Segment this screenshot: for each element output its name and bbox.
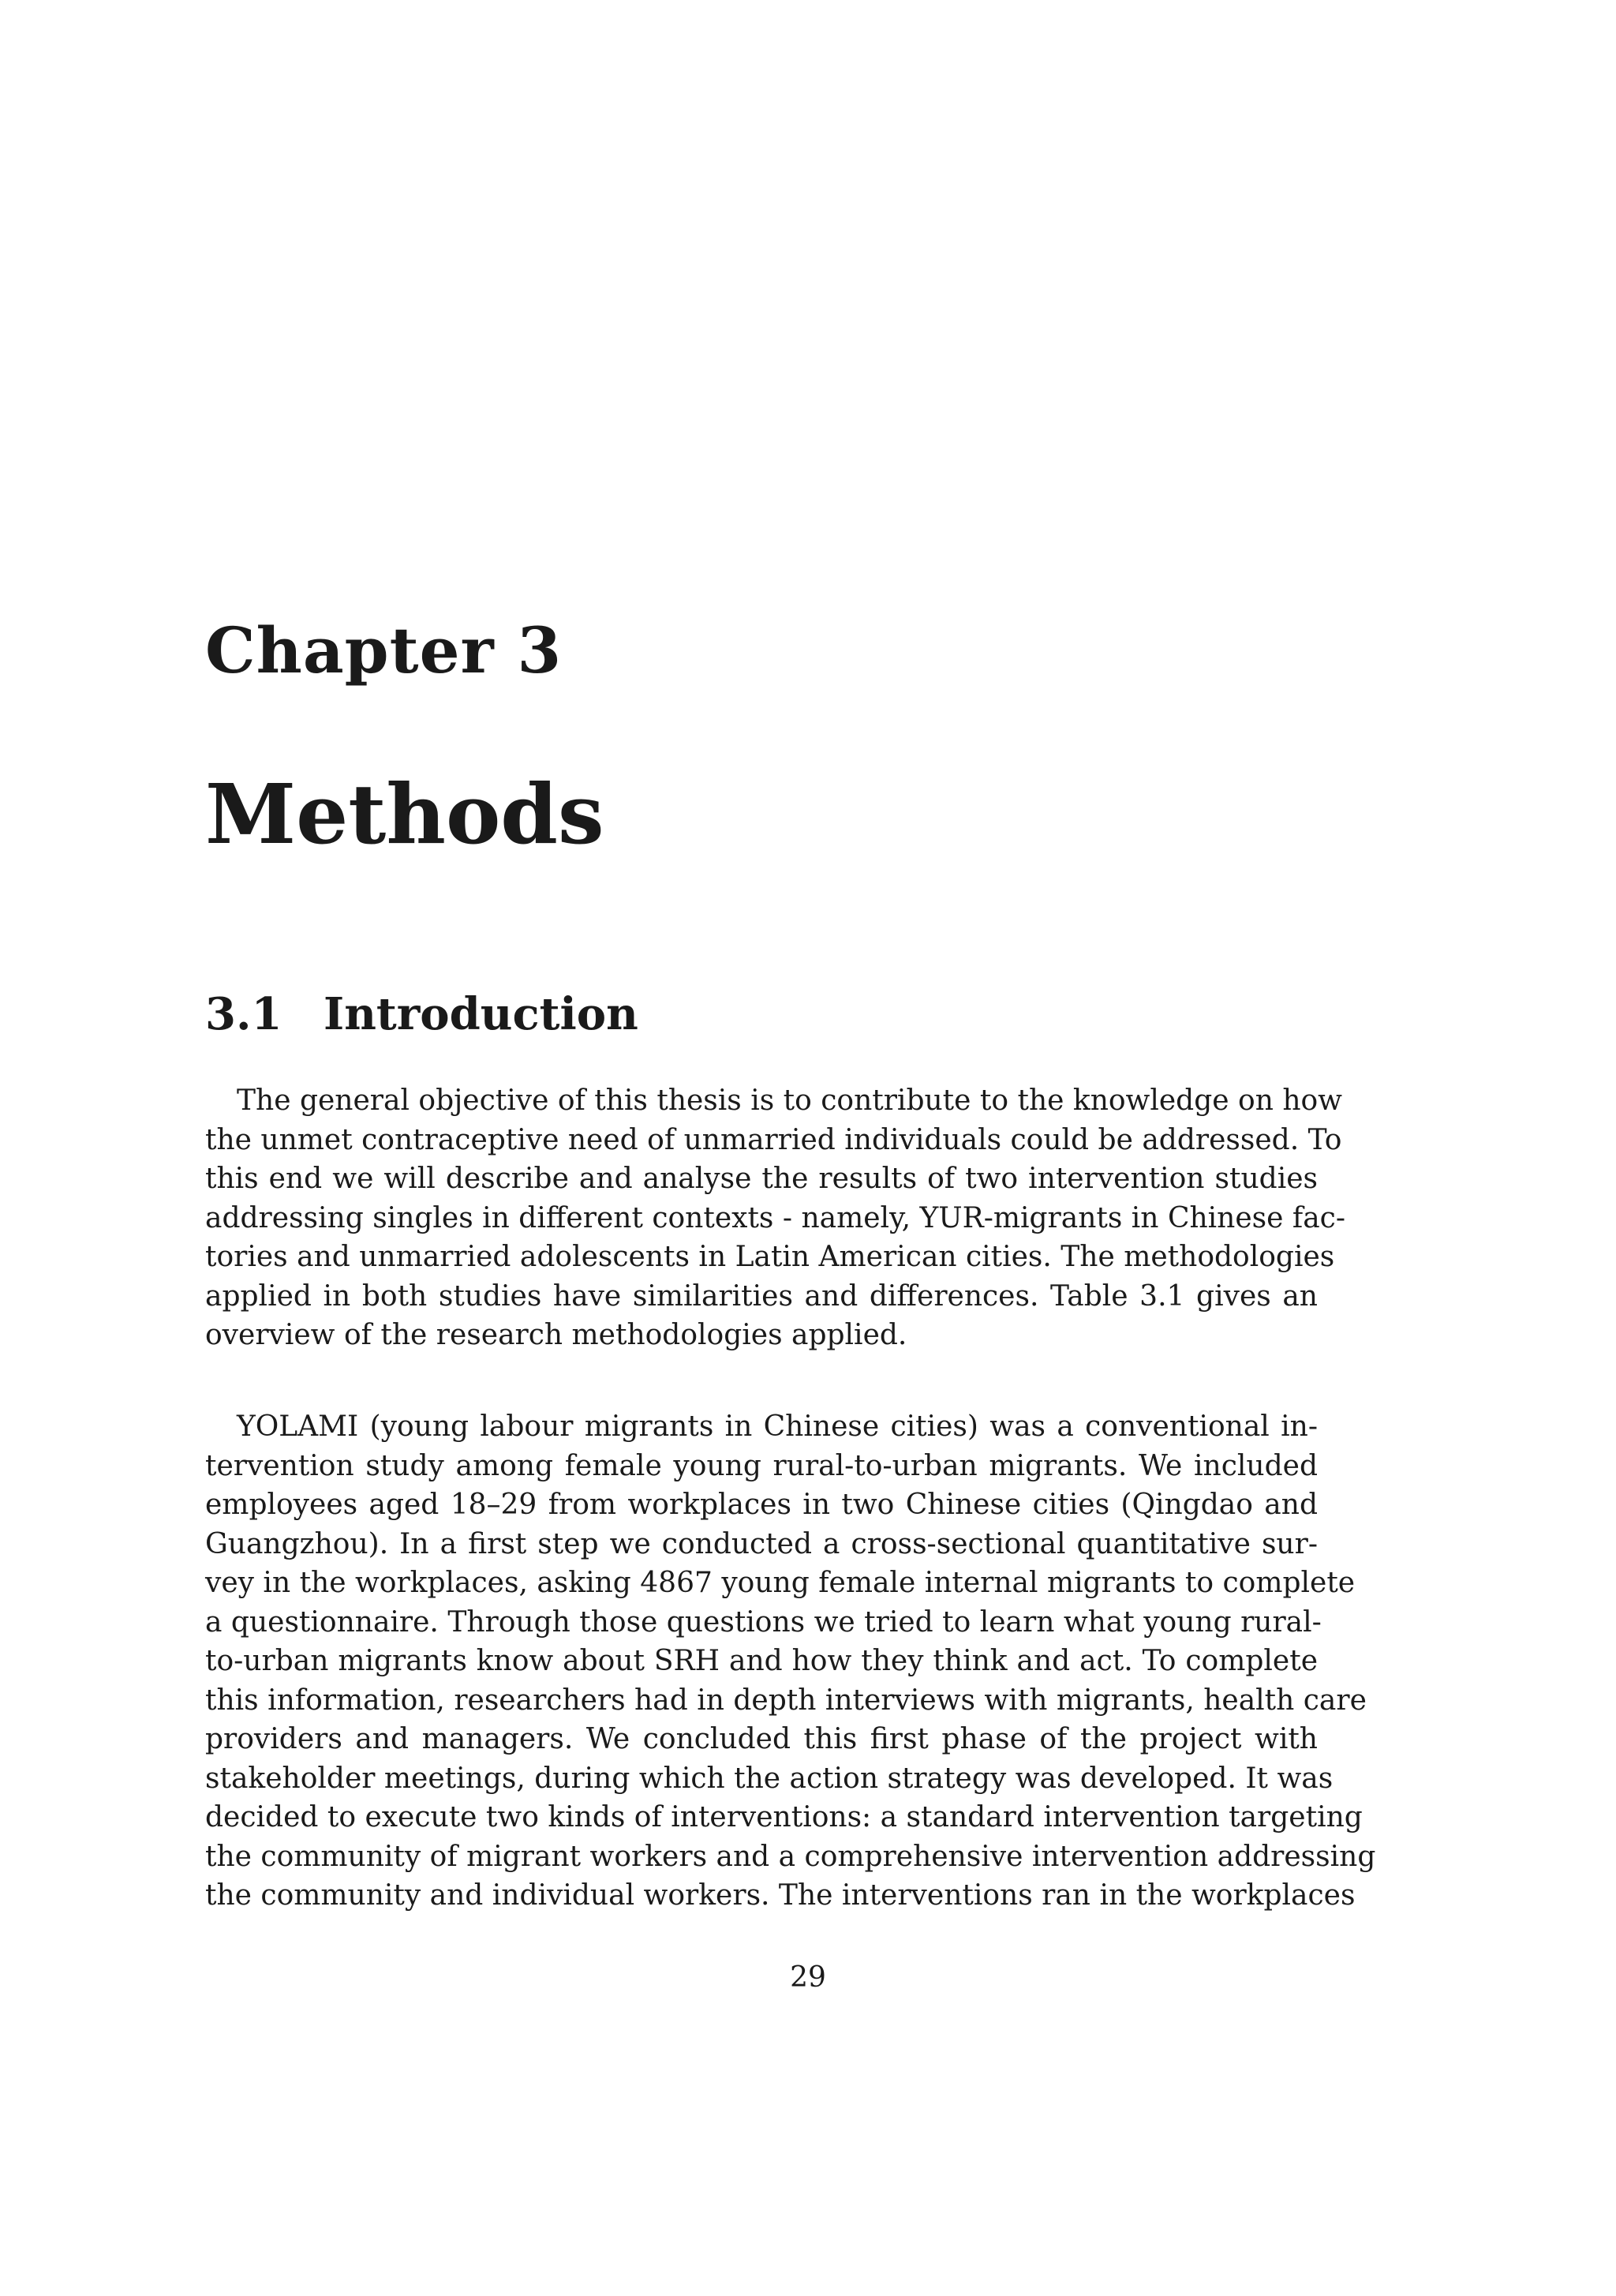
- chapter-title: Methods: [205, 766, 604, 863]
- paragraph-line: overview of the research methodologies applied.: [205, 1319, 907, 1351]
- paragraph-line: tervention study among female young rural-to-urban migrants. We included: [205, 1449, 1318, 1482]
- chapter-label: Chapter 3: [205, 613, 563, 687]
- section-number: 3.1: [205, 988, 282, 1040]
- paragraph-line: employees aged 18–29 from workplaces in two Chinese cities (Qingdao and: [205, 1489, 1318, 1521]
- paragraph-line: the unmet contraceptive need of unmarried individuals could be addressed. To: [205, 1123, 1342, 1156]
- paragraph-line: applied in both studies have similarities and differences. Table 3.1 gives an: [205, 1279, 1318, 1313]
- paragraph-line: the community of migrant workers and a comprehensive intervention addressing: [205, 1840, 1376, 1873]
- paragraph-line: providers and managers. We concluded this first phase of the project with: [205, 1723, 1318, 1755]
- paragraph-line: decided to execute two kinds of interventions: a standard intervention targeting: [205, 1801, 1363, 1833]
- paragraph-line: the community and individual workers. The interventions ran in the workplaces: [205, 1879, 1356, 1912]
- paragraph-line: to-urban migrants know about SRH and how they think and act. To complete: [205, 1645, 1318, 1677]
- paragraph-line: The general objective of this thesis is to contribute to the knowledge on how: [237, 1084, 1342, 1117]
- section-title: Introduction: [324, 988, 638, 1040]
- paragraph-line: stakeholder meetings, during which the action strategy was developed. It was: [205, 1762, 1334, 1795]
- paragraph-line: vey in the workplaces, asking 4867 young female internal migrants to complete: [205, 1567, 1356, 1599]
- paragraph-line: addressing singles in different contexts - namely, YUR-migrants in Chinese fac-: [205, 1201, 1346, 1234]
- paragraph-line: a questionnaire. Through those questions we tried to learn what young rural-: [205, 1605, 1322, 1639]
- paragraph-line: YOLAMI (young labour migrants in Chinese cities) was a conventional in-: [237, 1410, 1318, 1443]
- paragraph-line: this information, researchers had in depth interviews with migrants, health care: [205, 1684, 1367, 1717]
- paragraph-objective: [205, 1081, 1346, 1355]
- paragraph-yolami: [205, 1407, 1376, 1916]
- paragraph-line: Guangzhou). In a first step we conducted a cross-sectional quantitative sur-: [205, 1527, 1318, 1560]
- section-heading: [205, 988, 638, 1040]
- paragraph-line: this end we will describe and analyse the results of two intervention studies: [205, 1163, 1318, 1195]
- page-number: 29: [790, 1961, 826, 1994]
- paragraph-line: tories and unmarried adolescents in Latin American cities. The methodologies: [205, 1241, 1335, 1273]
